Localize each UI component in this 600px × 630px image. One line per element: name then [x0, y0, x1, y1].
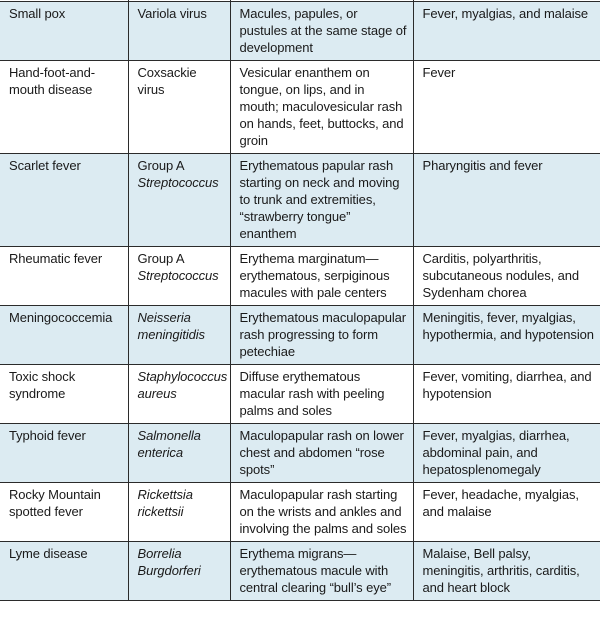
symptoms-cell: Fever	[413, 61, 600, 154]
table-row	[0, 424, 600, 483]
agent-name: Streptococcus	[137, 175, 219, 190]
agent-name: Coxsackie virus	[137, 65, 197, 97]
symptoms-cell: Fever, headache, myalgias, and malaise	[413, 483, 600, 542]
agent-cell	[128, 154, 230, 247]
table-row	[0, 365, 600, 424]
agent-prefix: Group A	[137, 251, 185, 266]
table-row	[0, 306, 600, 365]
symptoms-cell: Fever, myalgias, diarrhea, abdominal pain, and hepatosplenomegaly	[413, 424, 600, 483]
agent-cell	[128, 365, 230, 424]
agent-cell	[128, 483, 230, 542]
rash-cell: Erythema migrans—erythematous macule with central clearing “bull’s eye”	[230, 542, 413, 601]
symptoms-cell: Fever, myalgias, and malaise	[413, 2, 600, 61]
table-row	[0, 2, 600, 61]
agent-cell	[128, 306, 230, 365]
symptoms-cell: Pharyngitis and fever	[413, 154, 600, 247]
agent-name: Streptococcus	[137, 268, 219, 283]
disease-cell: Meningococcemia	[0, 306, 128, 365]
table-row	[0, 61, 600, 154]
agent-name: Borrelia Burgdorferi	[137, 546, 201, 578]
agent-name: Rickettsia rickettsii	[137, 487, 193, 519]
table-row	[0, 483, 600, 542]
agent-cell	[128, 247, 230, 306]
agent-cell	[128, 424, 230, 483]
disease-cell: Rocky Mountain spotted fever	[0, 483, 128, 542]
disease-cell: Rheumatic fever	[0, 247, 128, 306]
symptoms-cell: Carditis, polyarthritis, subcutaneous nodules, and Sydenham chorea	[413, 247, 600, 306]
symptoms-cell: Fever, vomiting, diarrhea, and hypotension	[413, 365, 600, 424]
symptoms-cell: Malaise, Bell palsy, meningitis, arthritis, carditis, and heart block	[413, 542, 600, 601]
agent-name: Staphylococcus aureus	[137, 369, 228, 401]
symptoms-cell: Meningitis, fever, myalgias, hypothermia, and hypotension	[413, 306, 600, 365]
rash-cell: Diffuse erythematous macular rash with peeling palms and soles	[230, 365, 413, 424]
disease-cell: Hand-foot-and-mouth disease	[0, 61, 128, 154]
agent-cell	[128, 2, 230, 61]
rash-cell: Erythema marginatum—erythematous, serpiginous macules with pale centers	[230, 247, 413, 306]
agent-name: Variola virus	[137, 6, 207, 21]
rash-cell: Maculopapular rash starting on the wrists and ankles and involving the palms and soles	[230, 483, 413, 542]
disease-cell: Small pox	[0, 2, 128, 61]
agent-name: Salmonella enterica	[137, 428, 201, 460]
disease-cell: Scarlet fever	[0, 154, 128, 247]
agent-name: Neisseria meningitidis	[137, 310, 205, 342]
rash-cell: Maculopapular rash on lower chest and abdomen “rose spots”	[230, 424, 413, 483]
disease-cell: Toxic shock syndrome	[0, 365, 128, 424]
disease-cell: Lyme disease	[0, 542, 128, 601]
rash-cell: Erythematous papular rash starting on neck and moving to trunk and extremities, “strawberry tongue” enanthem	[230, 154, 413, 247]
disease-cell: Typhoid fever	[0, 424, 128, 483]
table-row	[0, 542, 600, 601]
rash-cell: Erythematous maculopapular rash progressing to form petechiae	[230, 306, 413, 365]
agent-prefix: Group A	[137, 158, 185, 173]
rash-cell: Macules, papules, or pustules at the same stage of development	[230, 2, 413, 61]
agent-cell	[128, 61, 230, 154]
table-row	[0, 154, 600, 247]
rash-cell: Vesicular enanthem on tongue, on lips, and in mouth; maculovesicular rash on hands, feet, buttocks, and groin	[230, 61, 413, 154]
agent-cell	[128, 542, 230, 601]
table-row	[0, 247, 600, 306]
